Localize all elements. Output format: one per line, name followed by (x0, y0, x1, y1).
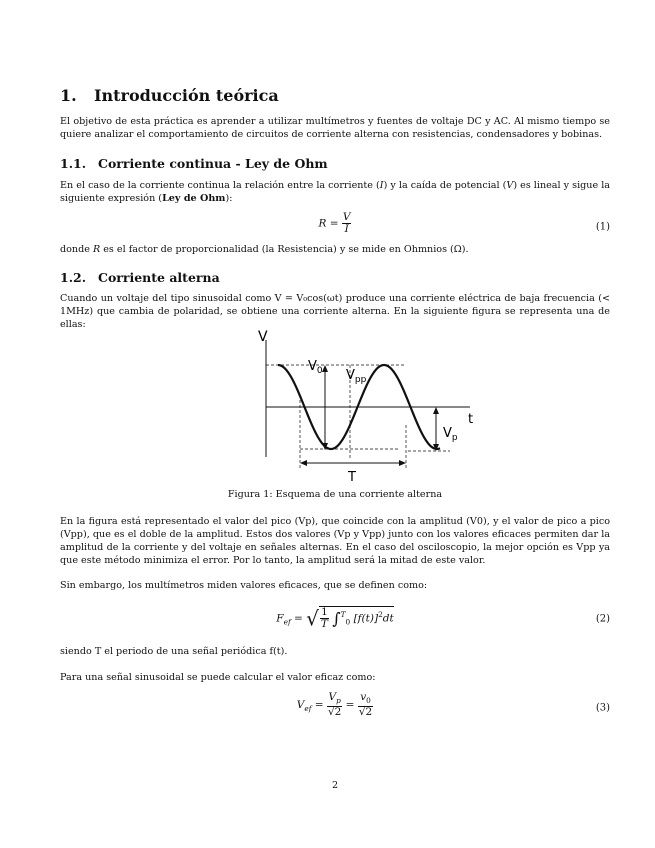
multimeter-paragraph: Sin embargo, los multímetros miden valores eficaces, que se definen como: (60, 580, 428, 591)
subsection-title-2: Corriente alterna (98, 270, 220, 285)
resistance-paragraph: donde R es el factor de proporcionalidad (la Resistencia) y se mide en Ohmnios (Ω). (60, 244, 469, 255)
equation-number-1: (1) (595, 221, 610, 233)
subsection-number-2: 1.2. (60, 270, 87, 285)
period-paragraph: siendo T el periodo de una señal periódica f(t). (60, 646, 288, 657)
equation-number-2: (2) (595, 613, 610, 625)
intro-paragraph: El objetivo de esta práctica es aprender a utilizar multímetros y fuentes de voltaje DC y AC. Al mismo tiempo se quiere analizar el comportamiento de circuitos de corriente alterna con resistencias, condensadores y bobinas. (60, 116, 610, 140)
page-number: 2 (331, 780, 339, 791)
label-v-axis: V (258, 329, 268, 345)
section-title: Introducción teórica (94, 86, 279, 105)
equation-2: $F_{ef}$ = √ $\frac{1}{T}$ ∫$^T_0$ $[f(t)]^2dt$ (2) (276, 606, 610, 631)
sinusoidal-paragraph: Para una señal sinusoidal se puede calcular el valor eficaz como: (60, 672, 376, 683)
ohm-law-term: Ley de Ohm (162, 193, 226, 204)
label-period: T (348, 470, 356, 485)
peak-paragraph: En la figura está representado el valor del pico (Vp), que coincide con la amplitud (V0), y el valor de pico a pico (Vpp), que es el doble de la amplitud. Estos dos valores (Vp y Vpp) junto con los valores eficaces permiten dar la amplitud de la corriente y del voltaje en señales alternas. En el caso del osciloscopio, la mejor opción es Vpp ya que este método minimiza el error. Por lo tanto, la amplitud será la mitad de este valor. (60, 516, 610, 566)
label-vp: $V_p$ (443, 426, 458, 443)
ohm-paragraph: En el caso de la corriente continua la relación entre la corriente (I) y la caída de potencial (V) es lineal y sigue la siguiente expresión (Ley de Ohm): (60, 180, 610, 204)
section-number: 1. (60, 86, 77, 105)
section-heading (60, 86, 279, 105)
subsection-heading-2 (60, 270, 220, 285)
label-v0: $V_0$ (308, 359, 323, 376)
sine-wave-figure (240, 325, 480, 485)
subsection-heading-1 (60, 156, 328, 171)
figure-caption: Figura 1: Esquema de una corriente alterna (227, 489, 443, 500)
equation-1: R = $\frac{V}{I}$ (1) (318, 211, 610, 235)
subsection-title-1: Corriente continua - Ley de Ohm (98, 156, 328, 171)
ac-paragraph: Cuando un voltaje del tipo sinusoidal como V = V₀cos(ωt) produce una corriente eléctrica de baja frecuencia (< 1MHz) que cambia de polaridad, se obtiene una corriente alterna. En la siguiente figura se representa una de ellas: (60, 293, 610, 330)
label-vpp: $V_{pp}$ (346, 368, 367, 385)
subsection-number-1: 1.1. (60, 156, 87, 171)
equation-number-3: (3) (595, 702, 610, 714)
label-t-axis: t (468, 412, 474, 427)
equation-3: $V_{ef}$ = $\frac{V_p}{√2}$ = $\frac{v_0}{√2}$ (3) (296, 691, 610, 719)
